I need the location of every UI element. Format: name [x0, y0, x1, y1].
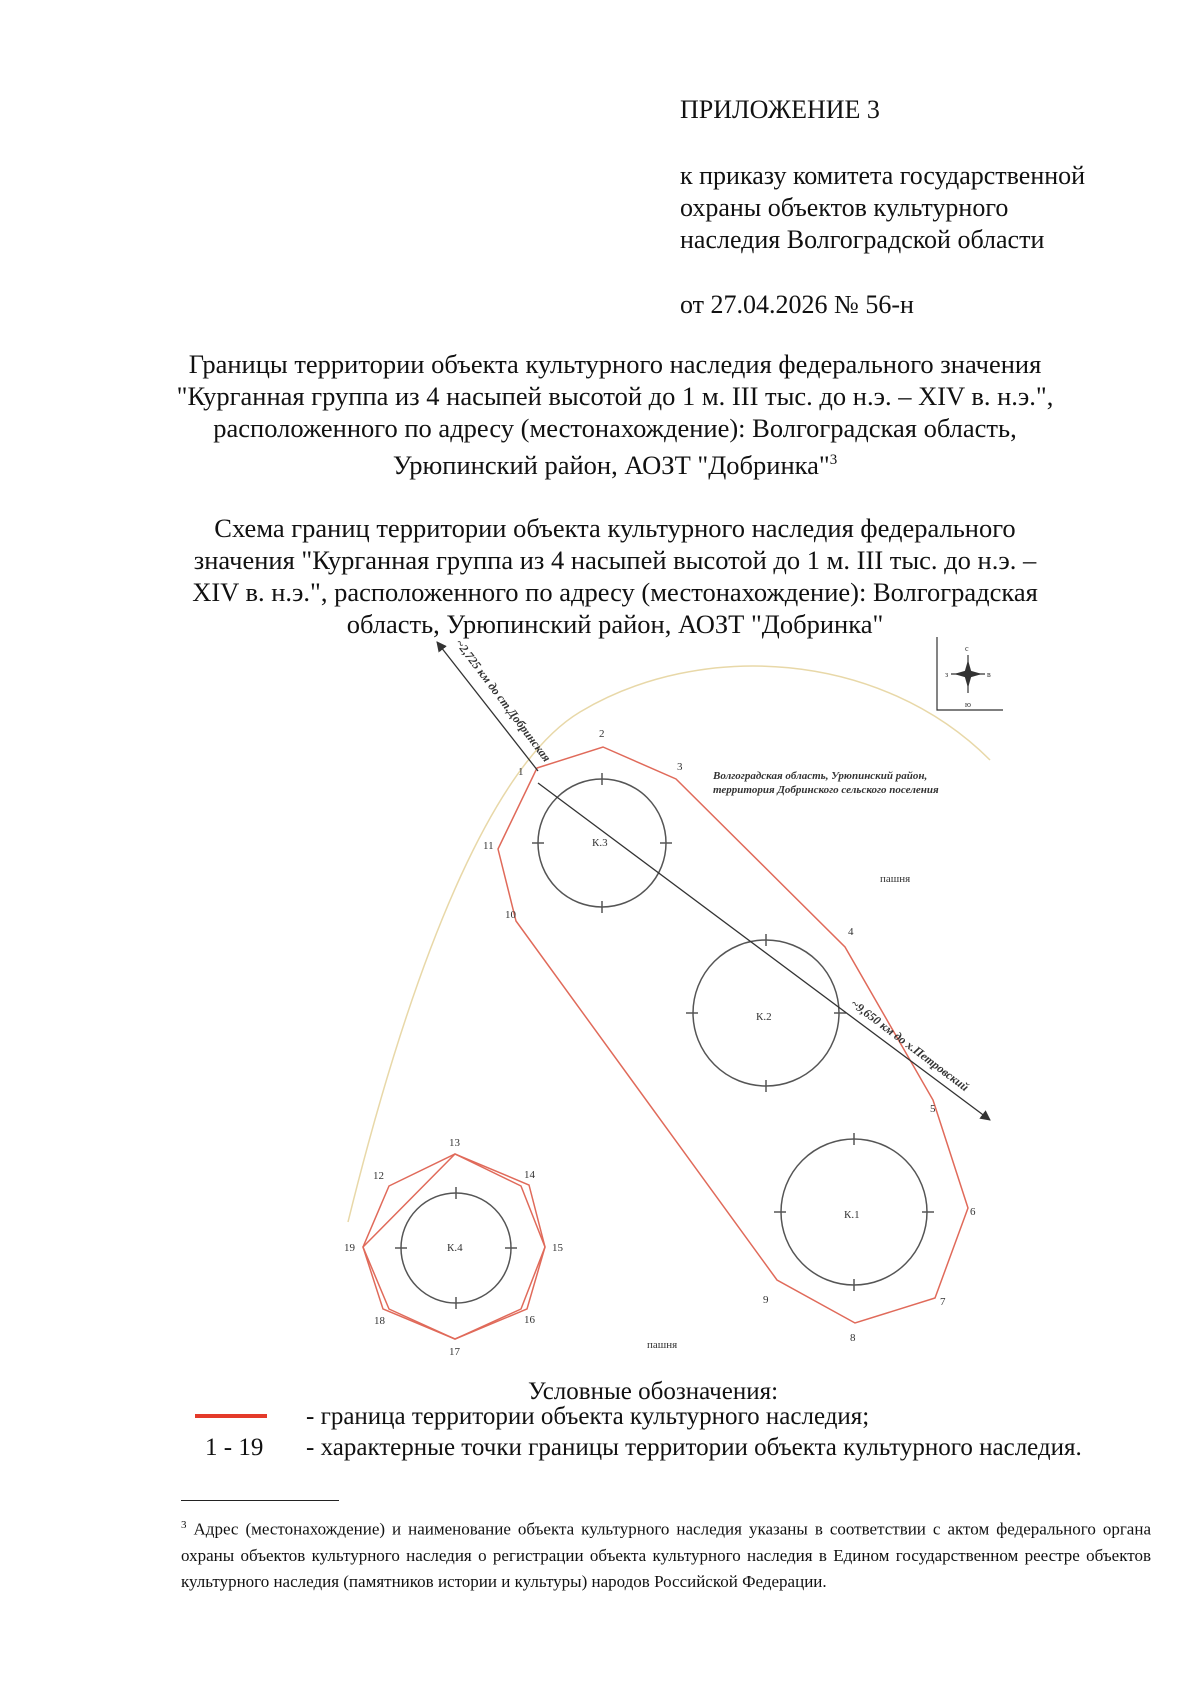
point-label: 14	[524, 1169, 535, 1181]
point-label: 6	[970, 1206, 976, 1218]
mound-label: К.4	[447, 1242, 463, 1254]
footnote-text: Адрес (местонахождение) и наименование объекта культурного наследия указаны в соответствии с актом федерального органа охраны объектов культурного наследия о регистрации объекта культурного наследия в Едином государственном реестре объектов культурного наследия (памятников истории и культуры) народов Российской Федерации.	[181, 1519, 1151, 1591]
pashnya-label: пашня	[880, 873, 911, 885]
legend-points-text: - характерные точки границы территории объекта культурного наследия.	[306, 1434, 1082, 1461]
arrow-label-dobrinskaya: ~2,725 км до ст.Добринская	[452, 636, 554, 765]
point-label: 12	[373, 1170, 384, 1182]
road-arc	[348, 666, 990, 1222]
point-label: 15	[552, 1242, 563, 1254]
title-line: Границы территории объекта культурного наследия федерального значения	[188, 349, 1042, 379]
legend-boundary-swatch	[195, 1414, 267, 1418]
footnote-mark[interactable]: 3	[829, 452, 838, 468]
compass-icon	[937, 637, 1003, 710]
mound-label: К.3	[592, 837, 608, 849]
order-line: наследия Волгоградской области	[680, 225, 1045, 254]
point-label: 2	[599, 728, 605, 740]
point-label: 3	[677, 761, 683, 773]
compass-s: ю	[965, 700, 971, 709]
footnote-number: 3	[181, 1519, 187, 1531]
mound-label: К.1	[844, 1209, 860, 1221]
order-date: от 27.04.2026 № 56-н	[680, 290, 914, 319]
region-label-line: территория Добринского сельского поселения	[713, 784, 939, 796]
point-label: 8	[850, 1332, 856, 1344]
point-labels	[344, 728, 976, 1358]
legend-points-label: 1 - 19	[205, 1434, 264, 1461]
compass-w: з	[945, 670, 949, 679]
legend-boundary-text: - граница территории объекта культурного наследия;	[306, 1403, 870, 1430]
footnote-separator	[181, 1500, 339, 1501]
point-label: 4	[848, 926, 854, 938]
point-label: 11	[483, 840, 494, 852]
title-line: расположенного по адресу (местонахождение): Волгоградская область,	[213, 413, 1017, 443]
subtitle-line: XIV в. н.э.", расположенного по адресу (местонахождение): Волгоградская	[192, 577, 1038, 607]
mound-label: К.2	[756, 1011, 772, 1023]
region-label-line: Волгоградская область, Урюпинский район,	[713, 770, 928, 782]
point-label: 17	[449, 1346, 460, 1358]
arrow-label-petrovsky: ~9,650 км до х.Петровский	[848, 996, 972, 1094]
point-label: 13	[449, 1137, 460, 1149]
point-label: 16	[524, 1314, 535, 1326]
subtitle-line: значения "Курганная группа из 4 насыпей высотой до 1 м. III тыс. до н.э. –	[193, 545, 1037, 575]
subtitle-line: область, Урюпинский район, АОЗТ "Добринка"	[346, 609, 884, 639]
point-label: 19	[344, 1242, 355, 1254]
point-label: 5	[930, 1103, 936, 1115]
point-label: 7	[940, 1296, 946, 1308]
order-line: охраны объектов культурного	[680, 193, 1009, 222]
legend-title: Условные обозначения:	[528, 1378, 779, 1405]
appendix-title: ПРИЛОЖЕНИЕ 3	[680, 95, 880, 124]
compass-e: в	[987, 670, 991, 679]
point-label: 9	[763, 1294, 769, 1306]
direction-arrow-petrovsky	[538, 783, 990, 1120]
pashnya-label: пашня	[647, 1339, 678, 1351]
point-label: 18	[374, 1315, 385, 1327]
title-line-text: Урюпинский район, АОЗТ "Добринка"	[392, 449, 830, 480]
subtitle-line: Схема границ территории объекта культурного наследия федерального	[214, 513, 1016, 543]
order-line: к приказу комитета государственной	[680, 161, 1086, 190]
direction-arrow-dobrinskaya	[437, 642, 538, 771]
title-line: "Курганная группа из 4 насыпей высотой до 1 м. III тыс. до н.э. – XIV в. н.э.",	[176, 381, 1054, 411]
footnote	[181, 1512, 1151, 1595]
point-label: 1	[518, 766, 524, 778]
compass-n: с	[965, 644, 969, 653]
point-label: 10	[505, 909, 516, 921]
